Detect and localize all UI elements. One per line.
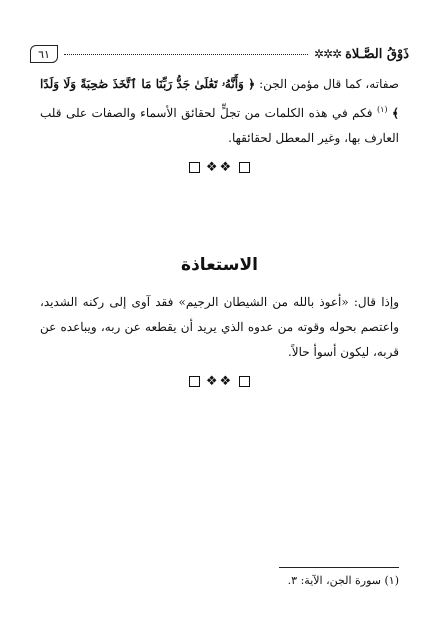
paragraph-1 xyxy=(40,72,399,151)
footnote-reference: (١) xyxy=(376,105,388,114)
paragraph-1-body: فكم في هذه الكلمات من تجلٍّ لحقائق الأسماء والصفات على قلب العارف بها، وغير المعطل لحقائقها. xyxy=(40,106,399,145)
square-ornament-icon xyxy=(189,162,200,173)
page-number: ٦١ xyxy=(30,45,58,63)
header-dotted-rule xyxy=(64,54,308,55)
section-heading: الاستعاذة xyxy=(181,255,258,275)
footnote-rule xyxy=(279,567,399,568)
section-divider-1 xyxy=(0,160,439,175)
square-ornament-icon xyxy=(239,376,250,387)
quran-verse: ﴿ وَأَنَّهُۥ تَعَٰلَىٰ جَدُّ رَبِّنَا مَا ٱتَّخَذَ صَٰحِبَةً وَلَا وَلَدًا ﴾ xyxy=(40,77,399,120)
page-header xyxy=(30,44,409,64)
header-stars-ornament: ✲✲✲ xyxy=(313,47,342,61)
diamond-ornament-icon: ❖❖ xyxy=(205,374,234,389)
paragraph-1-intro: صفاته، كما قال مؤمن الجن: xyxy=(259,77,399,91)
diamond-ornament-icon: ❖❖ xyxy=(205,160,234,175)
paragraph-2: وإذا قال: «أعوذ بالله من الشيطان الرجيم» فقد آوى إلى ركنه الشديد، واعتصم بحوله وقوته من عدوه الذي يريد أن يقطعه عن ربه، ويباعده عن قربه، ليكون أسوأ حالاً. xyxy=(40,295,399,359)
header-title: ذَوْقُ الصَّـلاة xyxy=(345,46,409,62)
square-ornament-icon xyxy=(239,162,250,173)
square-ornament-icon xyxy=(189,376,200,387)
section-divider-2 xyxy=(0,374,439,389)
footnote: (١) سورة الجن، الآية: ٣. xyxy=(287,574,399,587)
